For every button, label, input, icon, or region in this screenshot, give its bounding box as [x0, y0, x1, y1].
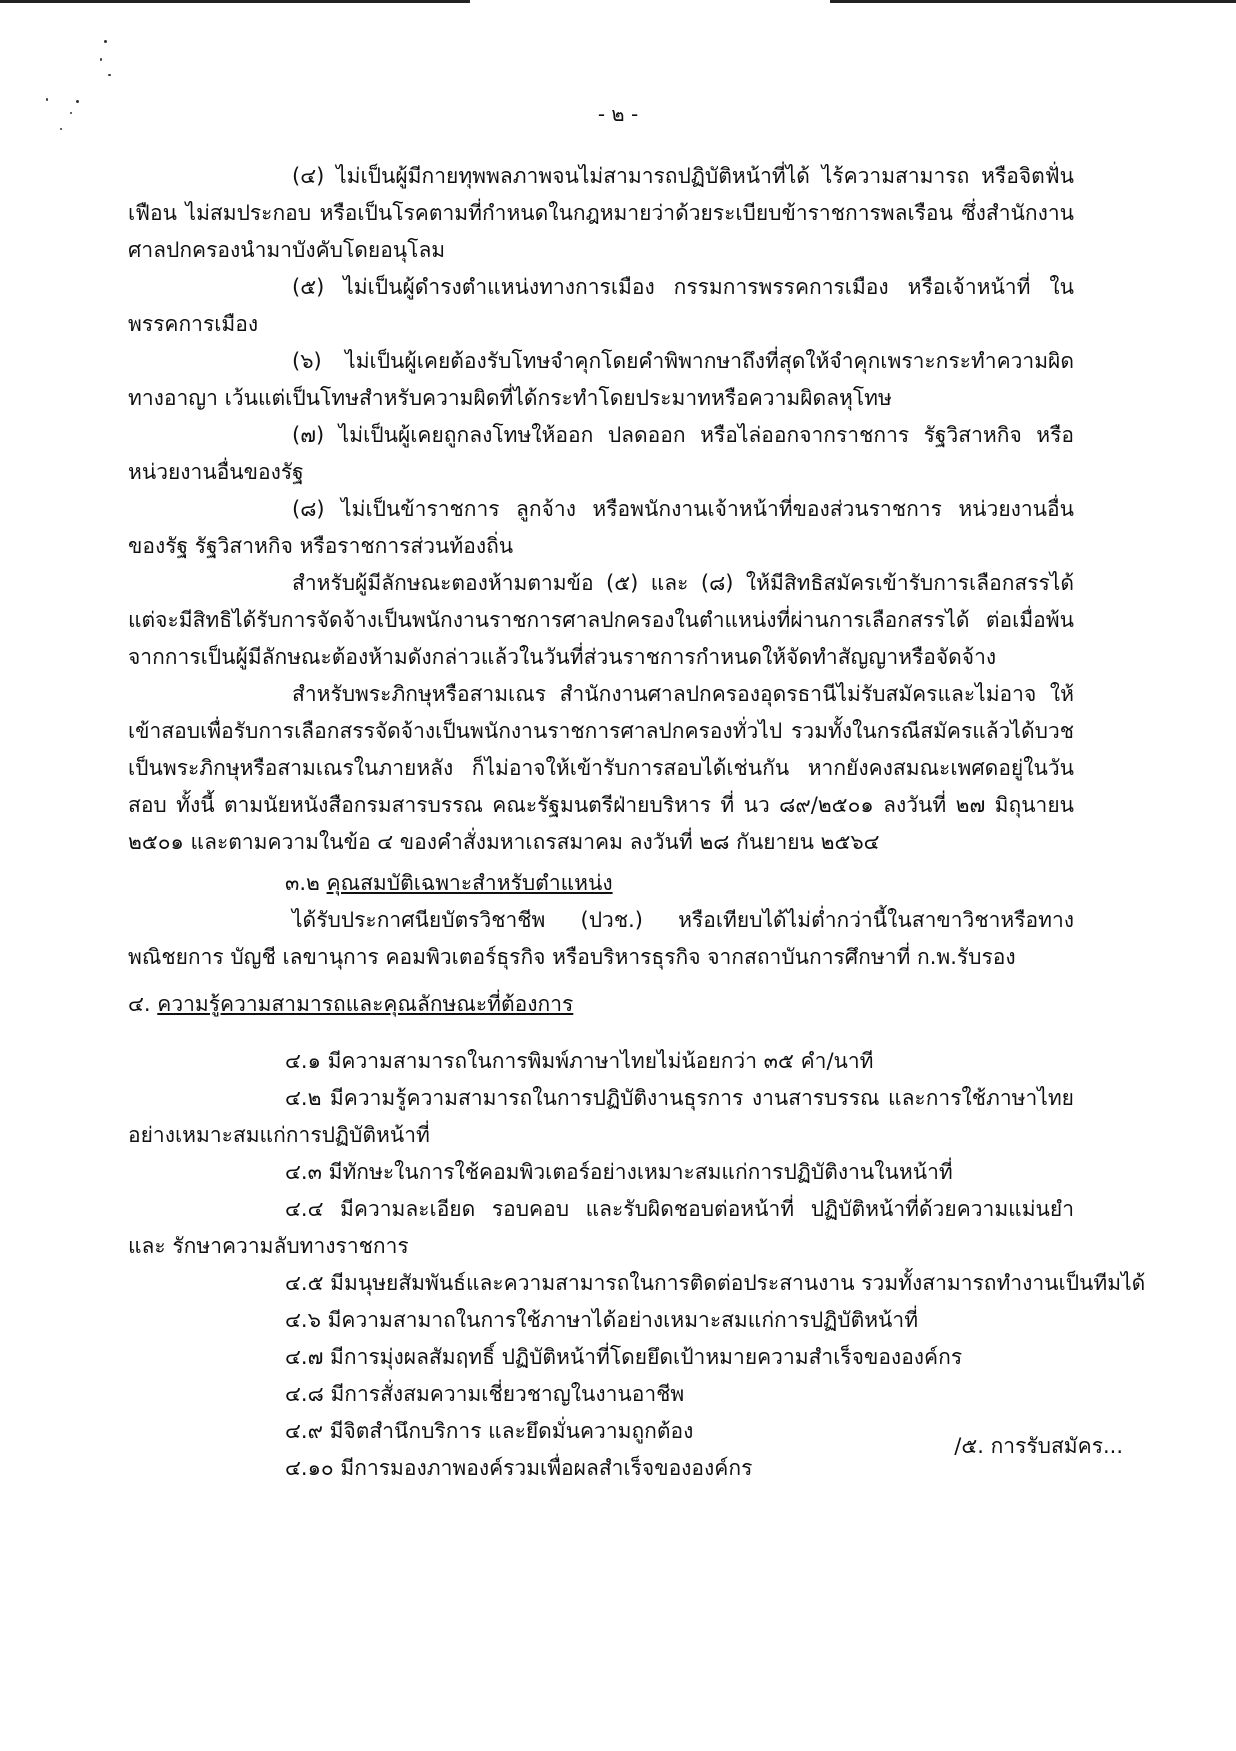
section-3-2-number: ๓.๒ — [285, 871, 320, 895]
section-4-title: ความรู้ความสามารถและคุณลักษณะที่ต้องการ — [157, 992, 574, 1016]
list-item: ๔.๗ มีการมุ่งผลสัมฤทธิ์ ปฏิบัติหน้าที่โดยยึดเป้าหมายความสำเร็จขององค์กร — [285, 1345, 963, 1369]
scan-speck — [104, 40, 107, 43]
list-item: ๔.๖ มีความสามาถในการใช้ภาษาได้อย่างเหมาะสมแก่การปฏิบัติหน้าที่ — [285, 1308, 919, 1332]
section-3-2-heading — [128, 865, 1074, 902]
section-3-2-title: คุณสมบัติเฉพาะสำหรับตำแหน่ง — [326, 871, 613, 895]
paragraph-item-8: (๘) ไม่เป็นข้าราชการ ลูกจ้าง หรือพนักงานเจ้าหน้าที่ของส่วนราชการ หน่วยงานอื่น ของรัฐ รัฐวิสาหกิจ หรือราชการส่วนท้องถิ่น — [128, 497, 1074, 558]
list-item: ๔.๕ มีมนุษยสัมพันธ์และความสามารถในการติดต่อประสานงาน รวมทั้งสามารถทำงานเป็นทีมได้ — [285, 1271, 1146, 1295]
section-4-number: ๔. — [128, 992, 151, 1016]
continuation-note: /๕. การรับสมัคร... — [954, 1434, 1123, 1458]
paragraph-item-6: (๖) ไม่เป็นผู้เคยต้องรับโทษจำคุกโดยคำพิพากษาถึงที่สุดให้จำคุกเพราะกระทำความผิด ทางอาญา เว้นแต่เป็นโทษสำหรับความผิดที่ได้กระทำโดยประมาทหรือความผิดลหุโทษ — [128, 349, 1074, 410]
list-item: ๔.๓ มีทักษะในการใช้คอมพิวเตอร์อย่างเหมาะสมแก่การปฏิบัติงานในหน้าที่ — [285, 1160, 953, 1184]
list-item: ๔.๑ มีความสามารถในการพิมพ์ภาษาไทยไม่น้อยกว่า ๓๕ คำ/นาที — [285, 1049, 874, 1073]
paragraph-item-5: (๕) ไม่เป็นผู้ดำรงตำแหน่งทางการเมือง กรรมการพรรคการเมือง หรือเจ้าหน้าที่ ในพรรคการเมือง — [128, 275, 1074, 336]
section-3-2-body: ได้รับประกาศนียบัตรวิชาชีพ (ปวช.) หรือเทียบได้ไม่ต่ำกว่านี้ในสาขาวิชาหรือทาง พณิชยการ บัญชี เลขานุการ คอมพิวเตอร์ธุรกิจ หรือบริหารธุรกิจ จากสถาบันการศึกษาที่ ก.พ.รับรอง — [128, 908, 1074, 969]
scan-speck — [108, 74, 111, 76]
list-item: ๔.๒ มีความรู้ความสามารถในการปฏิบัติงานธุรการ งานสารบรรณ และการใช้ภาษาไทย อย่างเหมาะสมแก่การปฏิบัติหน้าที่ — [128, 1086, 1074, 1147]
list-item: ๔.๑๐ มีการมองภาพองค์รวมเพื่อผลสำเร็จขององค์กร — [285, 1456, 753, 1480]
scan-speck — [100, 58, 102, 61]
scan-edge-line — [0, 0, 1236, 3]
paragraph-monk-note: สำหรับพระภิกษุหรือสามเณร สำนักงานศาลปกครองอุดรธานีไม่รับสมัครและไม่อาจ ให้เข้าสอบเพื่อรับการเลือกสรรจัดจ้างเป็นพนักงานราชการศาลปกครองทั่วไป รวมทั้งในกรณีสมัครแล้วได้บวช เป็นพระภิกษุหรือสามเณรในภายหลัง ก็ไม่อาจให้เข้ารับการสอบได้เช่นกัน หากยังคงสมณะเพศดอยู่ในวันสอบ ทั้งนี้ ตามนัยหนังสือกรมสารบรรณ คณะรัฐมนตรีฝ่ายบริหาร ที่ นว ๘๙/๒๕๐๑ ลงวันที่ ๒๗ มิถุนายน ๒๕๐๑ และตามความในข้อ ๔ ของคำสั่งมหาเถรสมาคม ลงวันที่ ๒๘ กันยายน ๒๕๖๔ — [128, 682, 1074, 854]
list-item: ๔.๔ มีความละเอียด รอบคอบ และรับผิดชอบต่อหน้าที่ ปฏิบัติหน้าที่ด้วยความแม่นยำ และ รักษาความลับทางราชการ — [128, 1197, 1074, 1258]
paragraph-prohibited-note: สำหรับผู้มีลักษณะตองห้ามตามข้อ (๕) และ (๘) ให้มีสิทธิสมัครเข้ารับการเลือกสรรได้ แต่จะมีสิทธิได้รับการจัดจ้างเป็นพนักงานราชการศาลปกครองในตำแหน่งที่ผ่านการเลือกสรรได้ ต่อเมื่อพ้น จากการเป็นผู้มีลักษณะต้องห้ามดังกล่าวแล้วในวันที่ส่วนราชการกำหนดให้จัดทำสัญญาหรือจัดจ้าง — [128, 571, 1074, 669]
list-item: ๔.๘ มีการสั่งสมความเชี่ยวชาญในงานอาชีพ — [285, 1382, 685, 1406]
document-body — [128, 158, 1146, 1487]
page-number: - ๒ - — [597, 102, 639, 126]
paragraph-item-4: (๔) ไม่เป็นผู้มีกายทุพพลภาพจนไม่สามารถปฏิบัติหน้าที่ได้ ไร้ความสามารถ หรือจิตฟั่นเฟือน ไม่สมประกอบ หรือเป็นโรคตามที่กำหนดในกฎหมายว่าด้วยระเบียบข้าราชการพลเรือน ซึ่งสำนักงานศาลปกครองนำมาบังคับโดยอนุโลม — [128, 164, 1074, 262]
list-item: ๔.๙ มีจิตสำนึกบริการ และยึดมั่นความถูกต้อง — [285, 1419, 694, 1443]
section-4-heading — [128, 986, 1074, 1023]
paragraph-item-7: (๗) ไม่เป็นผู้เคยถูกลงโทษให้ออก ปลดออก หรือไล่ออกจากราชการ รัฐวิสาหกิจ หรือ หน่วยงานอื่นของรัฐ — [128, 423, 1075, 484]
